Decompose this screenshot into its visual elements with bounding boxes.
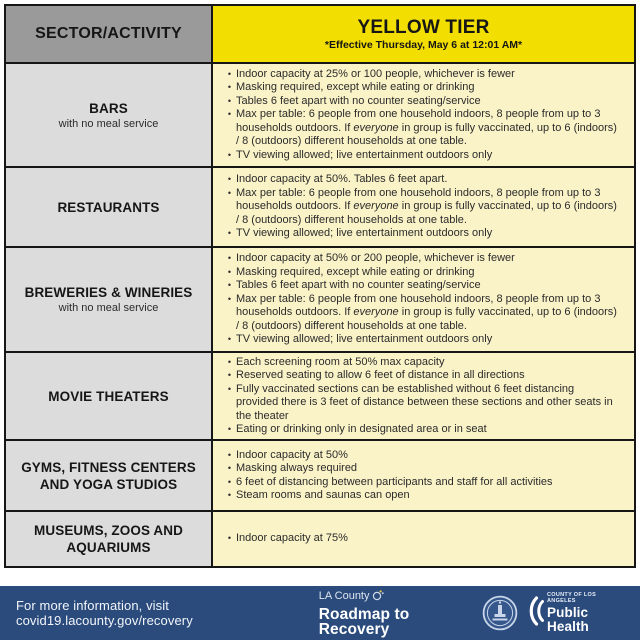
bullet-dot-icon: • bbox=[227, 490, 232, 500]
rule-text: Masking required, except while eating or drinking bbox=[236, 265, 475, 278]
sector-cell bbox=[6, 512, 213, 566]
sector-name: BREWERIES & WINERIES bbox=[24, 285, 193, 300]
sector-cell bbox=[6, 168, 213, 246]
rules-cell bbox=[213, 168, 634, 246]
public-health-brackets-icon bbox=[527, 596, 544, 631]
bullet-dot-icon: • bbox=[227, 463, 232, 473]
rule-bullet-item bbox=[223, 293, 618, 334]
rule-text: Indoor capacity at 25% or 100 people, whichever is fewer bbox=[236, 67, 515, 80]
bullet-dot-icon: • bbox=[227, 68, 232, 79]
bullet-dot-icon: • bbox=[227, 95, 232, 106]
bullet-dot-icon: • bbox=[227, 424, 232, 434]
rule-bullet-item bbox=[223, 81, 618, 95]
table-row-gyms_fitness_yoga bbox=[6, 439, 634, 510]
rule-bullet-item bbox=[223, 227, 618, 241]
rule-text: Masking required, except while eating or drinking bbox=[236, 81, 475, 94]
sector-subtitle: with no meal service bbox=[58, 302, 159, 314]
rules-bullet-list bbox=[223, 173, 618, 241]
rule-bullet-item bbox=[223, 369, 618, 383]
bullet-dot-icon: • bbox=[227, 476, 232, 487]
table-row-restaurants bbox=[6, 166, 634, 246]
bullet-dot-icon: • bbox=[227, 370, 232, 380]
rule-text: Tables 6 feet apart with no counter seating/service bbox=[236, 279, 481, 292]
rule-bullet-item bbox=[223, 356, 618, 370]
rules-bullet-list bbox=[223, 68, 618, 163]
bullet-dot-icon: • bbox=[227, 280, 232, 291]
sector-cell bbox=[6, 64, 213, 166]
rule-text: Max per table: 6 people from one household indoors, 8 people from up to 3 households outdoors. If everyone in group is fully vaccinated, up to 6 (indoors) / 8 (outdoors) different households at one table. bbox=[236, 292, 617, 332]
sector-activity-header-label: SECTOR/ACTIVITY bbox=[35, 25, 182, 42]
public-health-logo bbox=[527, 593, 624, 633]
rule-text: Indoor capacity at 50% bbox=[236, 448, 348, 461]
bullet-dot-icon: • bbox=[227, 356, 232, 367]
bullet-dot-icon: • bbox=[227, 266, 232, 277]
table-row-museums_zoos_aquariums bbox=[6, 510, 634, 566]
rules-bullet-list bbox=[223, 356, 618, 437]
sector-cell bbox=[6, 248, 213, 351]
rules-cell bbox=[213, 64, 634, 166]
bullet-dot-icon: • bbox=[227, 533, 232, 544]
sector-name: GYMS, FITNESS CENTERS AND YOGA STUDIOS bbox=[21, 459, 196, 492]
rule-bullet-item bbox=[223, 333, 618, 347]
table-row-bars bbox=[6, 62, 634, 166]
la-county-seal-icon bbox=[482, 595, 518, 631]
rule-text: Max per table: 6 people from one household indoors, 8 people from up to 3 households outdoors. If everyone in group is fully vaccinated, up to 6 (indoors) / 8 (outdoors) different households at one table. bbox=[236, 108, 617, 148]
sector-name: RESTAURANTS bbox=[57, 199, 160, 215]
sector-activity-header-cell bbox=[6, 6, 213, 62]
rules-bullet-list bbox=[223, 532, 618, 546]
sector-name: MUSEUMS, ZOOS AND AQUARIUMS bbox=[34, 523, 183, 555]
table-header-row bbox=[6, 6, 634, 62]
tier-table bbox=[4, 4, 636, 568]
sector-name: BARS bbox=[89, 100, 128, 116]
rules-bullet-list bbox=[223, 449, 618, 503]
rule-text: Indoor capacity at 50%. Tables 6 feet apart. bbox=[236, 173, 448, 186]
rule-bullet-item bbox=[223, 149, 618, 163]
rule-bullet-item bbox=[223, 279, 618, 293]
rule-bullet-item bbox=[223, 68, 618, 82]
rule-bullet-item bbox=[223, 423, 618, 437]
rule-text: TV viewing allowed; live entertainment outdoors only bbox=[236, 227, 493, 240]
bullet-dot-icon: • bbox=[227, 253, 232, 264]
table-row-movie_theaters bbox=[6, 351, 634, 439]
rule-bullet-item bbox=[223, 187, 618, 228]
rules-cell bbox=[213, 353, 634, 439]
roadmap-label: Roadmap to Recovery bbox=[318, 605, 410, 638]
bullet-dot-icon: • bbox=[227, 109, 232, 120]
bullet-dot-icon: • bbox=[227, 449, 232, 460]
public-health-county-label: COUNTY OF LOS ANGELES bbox=[547, 592, 597, 604]
rule-bullet-item bbox=[223, 383, 618, 424]
bullet-dot-icon: • bbox=[227, 149, 232, 160]
bullet-dot-icon: • bbox=[227, 82, 232, 93]
rules-cell bbox=[213, 248, 634, 351]
rule-bullet-item bbox=[223, 108, 618, 149]
bullet-dot-icon: • bbox=[227, 228, 232, 239]
bullet-dot-icon: • bbox=[227, 187, 232, 198]
rules-cell bbox=[213, 441, 634, 510]
tier-effective-date: *Effective Thursday, May 6 at 12:01 AM* bbox=[324, 39, 523, 51]
roadmap-to-recovery-logo bbox=[319, 589, 469, 638]
tier-title: YELLOW TIER bbox=[357, 17, 490, 38]
rule-bullet-item bbox=[223, 489, 618, 503]
footer-bar bbox=[0, 586, 640, 640]
rule-bullet-item bbox=[223, 532, 618, 546]
rules-bullet-list bbox=[223, 252, 618, 347]
la-county-logo-icon bbox=[372, 589, 384, 605]
sector-name: MOVIE THEATERS bbox=[48, 388, 169, 404]
rules-cell bbox=[213, 512, 634, 566]
rule-text: Indoor capacity at 75% bbox=[236, 532, 348, 545]
public-health-logo-text bbox=[547, 593, 624, 633]
yellow-tier-header-cell bbox=[213, 6, 634, 62]
rule-text: Indoor capacity at 50% or 200 people, whichever is fewer bbox=[236, 252, 515, 265]
rule-bullet-item bbox=[223, 449, 618, 463]
rule-text: Fully vaccinated sections can be established without 6 feet distancing provided there is 3 feet of distance between these sections and other seats in the theater bbox=[236, 382, 613, 422]
rule-bullet-item bbox=[223, 252, 618, 266]
rule-text: Tables 6 feet apart with no counter seating/service bbox=[236, 94, 481, 107]
rule-bullet-item bbox=[223, 266, 618, 280]
rule-text: Eating or drinking only in designated area or in seat bbox=[236, 423, 487, 435]
bullet-dot-icon: • bbox=[227, 383, 232, 394]
rule-bullet-item bbox=[223, 95, 618, 109]
rule-text: Reserved seating to allow 6 feet of distance in all directions bbox=[236, 369, 525, 381]
la-county-logo-line bbox=[319, 589, 469, 605]
rule-text: TV viewing allowed; live entertainment outdoors only bbox=[236, 148, 493, 161]
bullet-dot-icon: • bbox=[227, 334, 232, 345]
rule-text: Each screening room at 50% max capacity bbox=[236, 355, 445, 368]
sector-cell bbox=[6, 353, 213, 439]
footer-info-text: For more information, visit covid19.lacounty.gov/recovery bbox=[16, 598, 193, 628]
rule-text: TV viewing allowed; live entertainment outdoors only bbox=[236, 333, 493, 346]
public-health-label: Public Health bbox=[547, 605, 589, 634]
rule-bullet-item bbox=[223, 173, 618, 187]
rule-text: Steam rooms and saunas can open bbox=[236, 489, 410, 501]
la-county-logo-label: LA County bbox=[318, 590, 370, 602]
table-row-breweries_wineries bbox=[6, 246, 634, 351]
rule-bullet-item bbox=[223, 476, 618, 490]
rule-text: Max per table: 6 people from one household indoors, 8 people from up to 3 households outdoors. If everyone in group is fully vaccinated, up to 6 (indoors) / 8 (outdoors) different households at one table. bbox=[236, 186, 617, 226]
rule-bullet-item bbox=[223, 462, 618, 476]
rule-text: 6 feet of distancing between participants and staff for all activities bbox=[236, 475, 553, 488]
bullet-dot-icon: • bbox=[227, 174, 232, 185]
sector-cell bbox=[6, 441, 213, 510]
bullet-dot-icon: • bbox=[227, 293, 232, 304]
sector-subtitle: with no meal service bbox=[58, 117, 159, 130]
rule-text: Masking always required bbox=[236, 462, 358, 474]
